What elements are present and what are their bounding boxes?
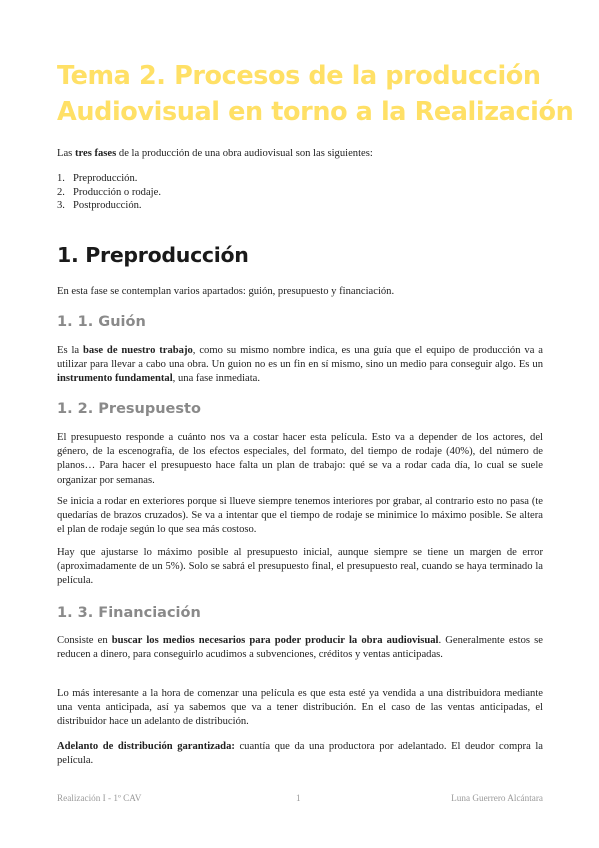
presupuesto-paragraph-3: Hay que ajustarse lo máximo posible al presupuesto inicial, aunque siempre se tiene un margen de error (aproximadamente de un 5%). Solo se sabrá el presupuesto final, el presupuesto real, cuando se haya terminado la película. bbox=[57, 547, 543, 587]
footer-course: Realización I - 1º CAV bbox=[57, 793, 142, 803]
document-page bbox=[57, 0, 574, 848]
bold-run: instrumento fundamental bbox=[57, 373, 173, 385]
subheading-financiacion: 1. 3. Financiación bbox=[57, 605, 201, 621]
list-item bbox=[57, 172, 257, 186]
text-run: . Generalmente estos se reducen a dinero, para conseguirlo acudimos a subvenciones, créditos y ventas anticipadas. bbox=[57, 635, 543, 661]
presupuesto-paragraph-2: Se inicia a rodar en exteriores porque si llueve siempre tenemos interiores por grabar, al contrario esto no pasa (te quedarías de brazos cruzados). Se va a intentar que el tiempo de rodaje se minimice lo máximo posible. Se altera el plan de rodaje según lo que sea más costoso. bbox=[57, 496, 543, 536]
financiacion-paragraph-1 bbox=[57, 634, 543, 662]
list-number: 1. bbox=[57, 173, 65, 184]
list-label: Producción o rodaje. bbox=[73, 186, 161, 198]
financiacion-paragraph-2: Lo más interesante a la hora de comenzar una película es que esta esté ya vendida a una distribuidora mediante una venta anticipada, así ya sabemos que va a tener distribución. En el caso de las ventas anticipadas, el distribuidor hace un adelanto de distribución. bbox=[57, 688, 543, 728]
title-line-1: Tema 2. Procesos de la producción bbox=[57, 61, 541, 91]
bold-run: base de nuestro trabajo bbox=[83, 345, 193, 356]
title-line-2: Audiovisual en torno a la Realización bbox=[57, 97, 574, 127]
guion-paragraph bbox=[57, 344, 543, 387]
phase-list bbox=[57, 172, 257, 213]
list-label: Postproducción. bbox=[73, 200, 142, 211]
text-run: Es la bbox=[57, 345, 84, 356]
text-run: cuantía que da una productora por adelantado. El deudor compra la película. bbox=[57, 741, 543, 767]
bold-run: Adelanto de distribución garantizada: bbox=[57, 741, 235, 752]
section-heading-preproduccion: 1. Preproducción bbox=[57, 243, 249, 267]
subheading-presupuesto: 1. 2. Presupuesto bbox=[57, 401, 201, 417]
list-item bbox=[57, 186, 257, 200]
financiacion-paragraph-3 bbox=[57, 740, 543, 768]
intro-text-rest: de la producción de una obra audiovisual son las siguientes: bbox=[116, 148, 373, 159]
document-title bbox=[57, 58, 574, 130]
text-run: , como su mismo nombre indica, es una guía que el equipo de producción va a utilizar para llevar a cabo una obra. Un guion no es un fin en sí mismo, sino un medio para conseguir algo. Es un bbox=[57, 345, 543, 371]
section-intro: En esta fase se contemplan varios apartados: guión, presupuesto y financiación. bbox=[57, 286, 395, 297]
text-run: Consiste en bbox=[57, 635, 112, 646]
footer-page-number: 1 bbox=[296, 793, 301, 803]
bold-run: buscar los medios necesarios para poder producir la obra audiovisual bbox=[111, 635, 439, 646]
footer-author: Luna Guerrero Alcántara bbox=[451, 793, 543, 803]
text-run: , una fase inmediata. bbox=[172, 373, 261, 385]
presupuesto-paragraph-1: El presupuesto responde a cuánto nos va a costar hacer esta película. Esto va a depender de los actores, del género, de la escenografía, de los efectos especiales, del formato, del tiempo de rodaje (40%), del número de planos… Para hacer el presupuesto hace falta un plan de trabajo: qué se va a rodar cada día, lo cual se suele organizar por semanas. bbox=[57, 432, 543, 486]
page-footer bbox=[57, 793, 543, 807]
intro-paragraph bbox=[57, 147, 543, 161]
list-label: Preproducción. bbox=[73, 173, 138, 184]
list-number: 3. bbox=[57, 200, 65, 211]
list-number: 2. bbox=[57, 186, 65, 198]
subheading-guion: 1. 1. Guión bbox=[57, 314, 146, 330]
intro-text: Las bbox=[57, 148, 75, 159]
intro-bold: tres fases bbox=[74, 148, 117, 159]
list-item bbox=[57, 199, 257, 213]
